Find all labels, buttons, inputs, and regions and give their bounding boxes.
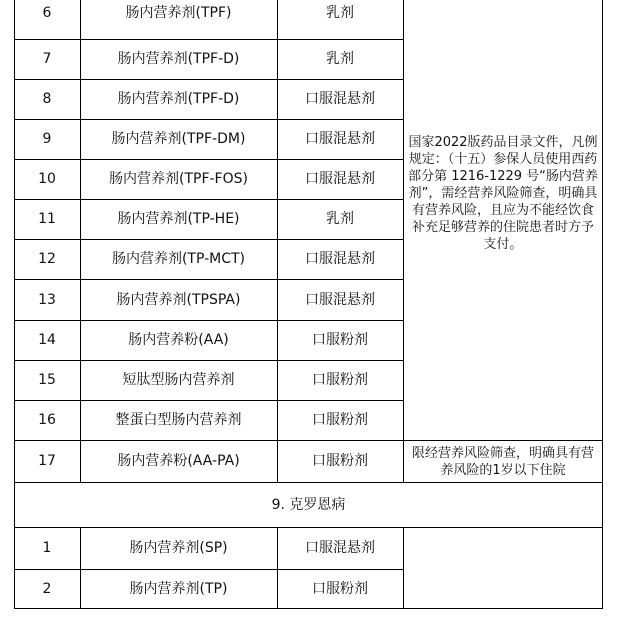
row-divider	[14, 482, 603, 483]
section-title: 9. 克罗恩病	[271, 496, 346, 513]
table-row-number: 6	[42, 4, 52, 21]
table-row-number: 1	[42, 540, 52, 556]
table-row-name: 肠内营养剂(SP)	[129, 540, 228, 556]
table-row-form: 乳剂	[326, 51, 354, 67]
reimbursement-note-row17: 限经营养风险筛查，明确具有营养风险的1岁以下住院	[411, 446, 594, 478]
row-divider	[14, 569, 403, 570]
col-divider	[403, 527, 404, 609]
table-row-number: 15	[38, 372, 56, 388]
row-divider	[14, 440, 603, 441]
table-row-name: 短肽型肠内营养剂	[122, 372, 235, 388]
table-row-number: 9	[42, 131, 52, 147]
table-row-form: 口服粉剂	[312, 412, 368, 428]
col-divider	[403, 0, 404, 482]
row-divider	[14, 159, 403, 160]
table-row-name: 肠内营养剂(TPF-D)	[117, 51, 240, 67]
col-divider	[277, 0, 278, 482]
table-row-name: 肠内营养剂(TP-HE)	[117, 211, 240, 227]
table-row-name: 肠内营养剂(TPF-DM)	[111, 131, 246, 147]
table-row-name: 肠内营养粉(AA)	[128, 332, 229, 348]
row-divider	[14, 119, 403, 120]
table-border-left	[14, 0, 15, 609]
table-row-form: 口服混悬剂	[305, 251, 375, 267]
table-row-number: 10	[38, 171, 56, 187]
table-row-name: 肠内营养剂(TPF-FOS)	[109, 171, 248, 187]
table-row-form: 口服粉剂	[312, 372, 368, 388]
table-row-number: 12	[38, 251, 56, 267]
table-border-bottom	[14, 608, 603, 609]
table-row-number: 11	[38, 211, 56, 227]
row-divider	[14, 400, 403, 401]
table-row-form: 口服粉剂	[312, 332, 368, 348]
row-divider	[14, 320, 403, 321]
table-row-name: 肠内营养粉(AA-PA)	[117, 453, 240, 469]
row-divider	[14, 199, 403, 200]
row-divider	[14, 39, 403, 40]
col-divider	[80, 0, 81, 482]
table-row-form: 乳剂	[326, 211, 354, 227]
table-row-form: 口服混悬剂	[305, 131, 375, 147]
table-row-form: 口服混悬剂	[305, 540, 375, 556]
table-row-name: 肠内营养剂(TPF)	[125, 4, 232, 21]
col-divider	[80, 527, 81, 609]
row-divider	[14, 79, 403, 80]
table-row-name: 肠内营养剂(TP-MCT)	[111, 251, 246, 267]
table-row-form: 口服粉剂	[312, 453, 368, 469]
row-divider	[14, 239, 403, 240]
table-row-name: 肠内营养剂(TPSPA)	[116, 291, 241, 308]
table-row-number: 2	[42, 581, 52, 597]
table-row-form: 口服混悬剂	[305, 91, 375, 107]
table-row-form: 口服粉剂	[312, 581, 368, 597]
table-row-number: 8	[42, 91, 52, 107]
row-divider	[14, 527, 603, 528]
table-row-form: 口服混悬剂	[305, 171, 375, 187]
table-border-right	[602, 0, 603, 609]
table-row-form: 乳剂	[326, 4, 354, 21]
table-row-number: 13	[38, 291, 56, 308]
table-row-number: 7	[42, 51, 52, 67]
table-row-name: 肠内营养剂(TPF-D)	[117, 91, 240, 107]
row-divider	[14, 360, 403, 361]
table-row-name: 肠内营养剂(TP)	[129, 581, 228, 597]
table-row-number: 14	[38, 332, 56, 348]
table-row-name: 整蛋白型肠内营养剂	[115, 412, 242, 428]
drug-table	[14, 0, 603, 609]
col-divider	[277, 527, 278, 609]
table-row-form: 口服混悬剂	[305, 291, 375, 308]
table-row-number: 16	[38, 412, 56, 428]
table-row-number: 17	[38, 453, 56, 469]
reimbursement-note: 国家2022版药品目录文件，凡例规定：（十五）参保人员使用西药部分第 1216-1229 号“肠内营养剂”，需经营养风险筛查，明确具有营养风险，且应为不能经饮食补充足够营养的住院患者时方予支付。	[408, 134, 598, 252]
row-divider	[14, 279, 403, 280]
